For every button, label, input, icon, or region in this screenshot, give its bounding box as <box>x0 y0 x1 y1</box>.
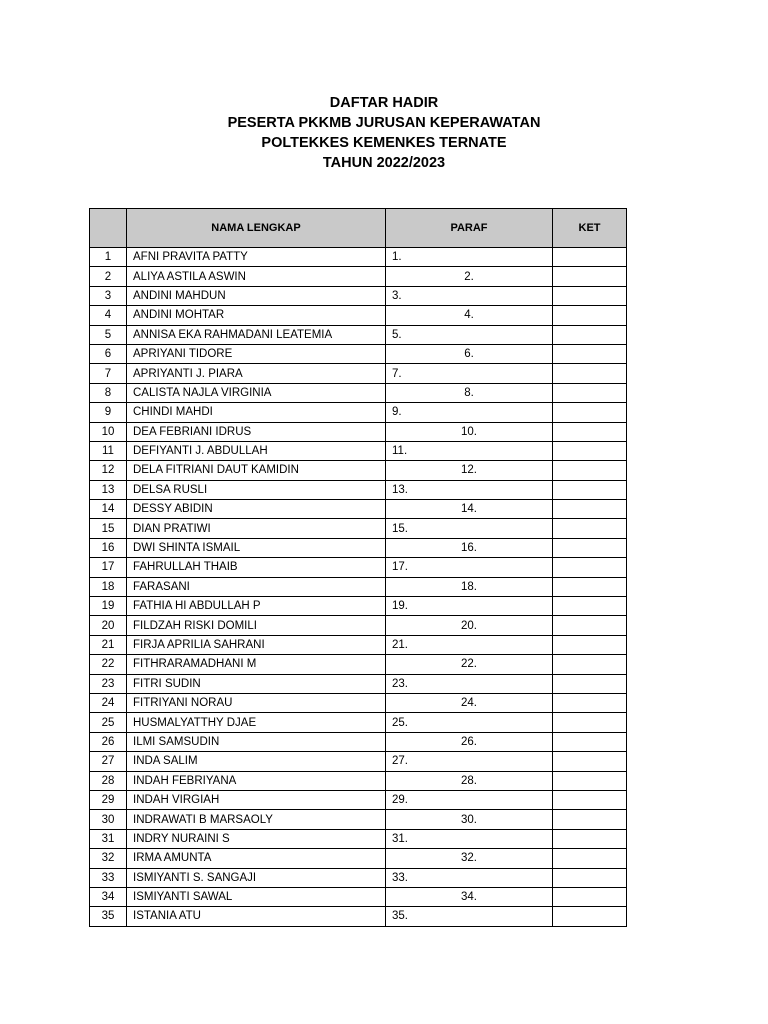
table-row <box>90 344 627 363</box>
remarks-cell <box>553 248 627 267</box>
table-header-row <box>90 209 627 248</box>
signature-cell: 22. <box>386 655 553 674</box>
remarks-cell <box>553 616 627 635</box>
row-number: 4 <box>90 306 127 325</box>
row-number: 31 <box>90 829 127 848</box>
remarks-cell <box>553 907 627 926</box>
signature-cell: 24. <box>386 693 553 712</box>
participant-name: CALISTA NAJLA VIRGINIA <box>127 383 386 402</box>
participant-name: DESSY ABIDIN <box>127 500 386 519</box>
remarks-cell <box>553 752 627 771</box>
table-row <box>90 461 627 480</box>
row-number: 28 <box>90 771 127 790</box>
signature-cell: 31. <box>386 829 553 848</box>
signature-cell: 9. <box>386 403 553 422</box>
column-header-ket: KET <box>553 209 627 248</box>
row-number: 14 <box>90 500 127 519</box>
participant-name: INDAH FEBRIYANA <box>127 771 386 790</box>
participant-name: CHINDI MAHDI <box>127 403 386 422</box>
remarks-cell <box>553 306 627 325</box>
remarks-cell <box>553 441 627 460</box>
row-number: 1 <box>90 248 127 267</box>
row-number: 25 <box>90 713 127 732</box>
participant-name: FIRJA APRILIA SAHRANI <box>127 635 386 654</box>
row-number: 5 <box>90 325 127 344</box>
row-number: 2 <box>90 267 127 286</box>
signature-cell: 21. <box>386 635 553 654</box>
participant-name: DIAN PRATIWI <box>127 519 386 538</box>
remarks-cell <box>553 713 627 732</box>
signature-cell: 13. <box>386 480 553 499</box>
remarks-cell <box>553 500 627 519</box>
participant-name: ANNISA EKA RAHMADANI LEATEMIA <box>127 325 386 344</box>
row-number: 34 <box>90 887 127 906</box>
remarks-cell <box>553 829 627 848</box>
remarks-cell <box>553 674 627 693</box>
row-number: 23 <box>90 674 127 693</box>
table-row <box>90 752 627 771</box>
signature-cell: 12. <box>386 461 553 480</box>
remarks-cell <box>553 422 627 441</box>
participant-name: FITHRARAMADHANI M <box>127 655 386 674</box>
row-number: 11 <box>90 441 127 460</box>
table-row <box>90 655 627 674</box>
table-row <box>90 810 627 829</box>
row-number: 20 <box>90 616 127 635</box>
table-row <box>90 849 627 868</box>
column-header-name: NAMA LENGKAP <box>127 209 386 248</box>
participant-name: DEFIYANTI J. ABDULLAH <box>127 441 386 460</box>
table-row <box>90 267 627 286</box>
participant-name: APRIYANTI J. PIARA <box>127 364 386 383</box>
participant-name: INDA SALIM <box>127 752 386 771</box>
signature-cell: 10. <box>386 422 553 441</box>
document-title: DAFTAR HADIR <box>329 95 439 111</box>
row-number: 22 <box>90 655 127 674</box>
table-row <box>90 306 627 325</box>
signature-cell: 16. <box>386 538 553 557</box>
row-number: 13 <box>90 480 127 499</box>
remarks-cell <box>553 558 627 577</box>
table-row <box>90 538 627 557</box>
remarks-cell <box>553 810 627 829</box>
table-row <box>90 771 627 790</box>
participant-name: ANDINI MOHTAR <box>127 306 386 325</box>
table-row <box>90 577 627 596</box>
signature-cell: 15. <box>386 519 553 538</box>
table-row <box>90 732 627 751</box>
remarks-cell <box>553 267 627 286</box>
signature-cell: 6. <box>386 344 553 363</box>
table-row <box>90 674 627 693</box>
row-number: 33 <box>90 868 127 887</box>
signature-cell: 11. <box>386 441 553 460</box>
participant-name: INDAH VIRGIAH <box>127 790 386 809</box>
table-row <box>90 907 627 926</box>
signature-cell: 17. <box>386 558 553 577</box>
signature-cell: 28. <box>386 771 553 790</box>
participant-name: INDRAWATI B MARSAOLY <box>127 810 386 829</box>
remarks-cell <box>553 887 627 906</box>
row-number: 16 <box>90 538 127 557</box>
remarks-cell <box>553 519 627 538</box>
row-number: 18 <box>90 577 127 596</box>
participant-name: DEA FEBRIANI IDRUS <box>127 422 386 441</box>
participant-name: APRIYANI TIDORE <box>127 344 386 363</box>
remarks-cell <box>553 383 627 402</box>
row-number: 10 <box>90 422 127 441</box>
remarks-cell <box>553 732 627 751</box>
table-row <box>90 403 627 422</box>
signature-cell: 32. <box>386 849 553 868</box>
remarks-cell <box>553 790 627 809</box>
remarks-cell <box>553 403 627 422</box>
table-row <box>90 383 627 402</box>
signature-cell: 2. <box>386 267 553 286</box>
table-row <box>90 325 627 344</box>
signature-cell: 30. <box>386 810 553 829</box>
row-number: 7 <box>90 364 127 383</box>
participant-name: FARASANI <box>127 577 386 596</box>
row-number: 9 <box>90 403 127 422</box>
participant-name: ISTANIA ATU <box>127 907 386 926</box>
remarks-cell <box>553 597 627 616</box>
row-number: 27 <box>90 752 127 771</box>
table-row <box>90 635 627 654</box>
participant-name: DWI SHINTA ISMAIL <box>127 538 386 557</box>
signature-cell: 35. <box>386 907 553 926</box>
remarks-cell <box>553 693 627 712</box>
signature-cell: 23. <box>386 674 553 693</box>
document-header <box>0 93 768 173</box>
participant-name: FATHIA HI ABDULLAH P <box>127 597 386 616</box>
remarks-cell <box>553 635 627 654</box>
participant-name: ANDINI MAHDUN <box>127 286 386 305</box>
table-body <box>90 248 627 927</box>
participant-name: ISMIYANTI S. SANGAJI <box>127 868 386 887</box>
row-number: 24 <box>90 693 127 712</box>
participant-name: FAHRULLAH THAIB <box>127 558 386 577</box>
row-number: 3 <box>90 286 127 305</box>
row-number: 19 <box>90 597 127 616</box>
row-number: 26 <box>90 732 127 751</box>
remarks-cell <box>553 344 627 363</box>
row-number: 17 <box>90 558 127 577</box>
remarks-cell <box>553 655 627 674</box>
document-subtitle: PESERTA PKKMB JURUSAN KEPERAWATAN <box>227 115 541 131</box>
table-row <box>90 364 627 383</box>
row-number: 12 <box>90 461 127 480</box>
signature-cell: 33. <box>386 868 553 887</box>
signature-cell: 7. <box>386 364 553 383</box>
participant-name: IRMA AMUNTA <box>127 849 386 868</box>
remarks-cell <box>553 480 627 499</box>
participant-name: ISMIYANTI SAWAL <box>127 887 386 906</box>
table-row <box>90 248 627 267</box>
participant-name: HUSMALYATTHY DJAE <box>127 713 386 732</box>
row-number: 15 <box>90 519 127 538</box>
table-row <box>90 480 627 499</box>
table-row <box>90 868 627 887</box>
signature-cell: 19. <box>386 597 553 616</box>
participant-name: ALIYA ASTILA ASWIN <box>127 267 386 286</box>
signature-cell: 3. <box>386 286 553 305</box>
table-row <box>90 829 627 848</box>
participant-name: FITRIYANI NORAU <box>127 693 386 712</box>
table-row <box>90 887 627 906</box>
remarks-cell <box>553 868 627 887</box>
remarks-cell <box>553 849 627 868</box>
signature-cell: 27. <box>386 752 553 771</box>
table-row <box>90 790 627 809</box>
row-number: 35 <box>90 907 127 926</box>
remarks-cell <box>553 538 627 557</box>
participant-name: INDRY NURAINI S <box>127 829 386 848</box>
table-row <box>90 519 627 538</box>
signature-cell: 8. <box>386 383 553 402</box>
participant-name: DELA FITRIANI DAUT KAMIDIN <box>127 461 386 480</box>
signature-cell: 1. <box>386 248 553 267</box>
participant-name: ILMI SAMSUDIN <box>127 732 386 751</box>
participant-name: FITRI SUDIN <box>127 674 386 693</box>
remarks-cell <box>553 364 627 383</box>
table-row <box>90 286 627 305</box>
table-row <box>90 500 627 519</box>
row-number: 30 <box>90 810 127 829</box>
participant-name: AFNI PRAVITA PATTY <box>127 248 386 267</box>
signature-cell: 29. <box>386 790 553 809</box>
signature-cell: 26. <box>386 732 553 751</box>
column-header-no <box>90 209 127 248</box>
attendance-table <box>89 208 627 927</box>
signature-cell: 4. <box>386 306 553 325</box>
signature-cell: 14. <box>386 500 553 519</box>
remarks-cell <box>553 577 627 596</box>
remarks-cell <box>553 771 627 790</box>
table-row <box>90 558 627 577</box>
row-number: 8 <box>90 383 127 402</box>
table-row <box>90 441 627 460</box>
signature-cell: 18. <box>386 577 553 596</box>
column-header-paraf: PARAF <box>386 209 553 248</box>
table-row <box>90 422 627 441</box>
participant-name: DELSA RUSLI <box>127 480 386 499</box>
remarks-cell <box>553 461 627 480</box>
signature-cell: 20. <box>386 616 553 635</box>
row-number: 21 <box>90 635 127 654</box>
institution-name: POLTEKKES KEMENKES TERNATE <box>261 135 507 151</box>
row-number: 6 <box>90 344 127 363</box>
table-row <box>90 597 627 616</box>
row-number: 29 <box>90 790 127 809</box>
participant-name: FILDZAH RISKI DOMILI <box>127 616 386 635</box>
table-row <box>90 616 627 635</box>
row-number: 32 <box>90 849 127 868</box>
signature-cell: 5. <box>386 325 553 344</box>
signature-cell: 34. <box>386 887 553 906</box>
table-row <box>90 693 627 712</box>
table-row <box>90 713 627 732</box>
remarks-cell <box>553 286 627 305</box>
remarks-cell <box>553 325 627 344</box>
academic-year: TAHUN 2022/2023 <box>322 155 446 171</box>
signature-cell: 25. <box>386 713 553 732</box>
